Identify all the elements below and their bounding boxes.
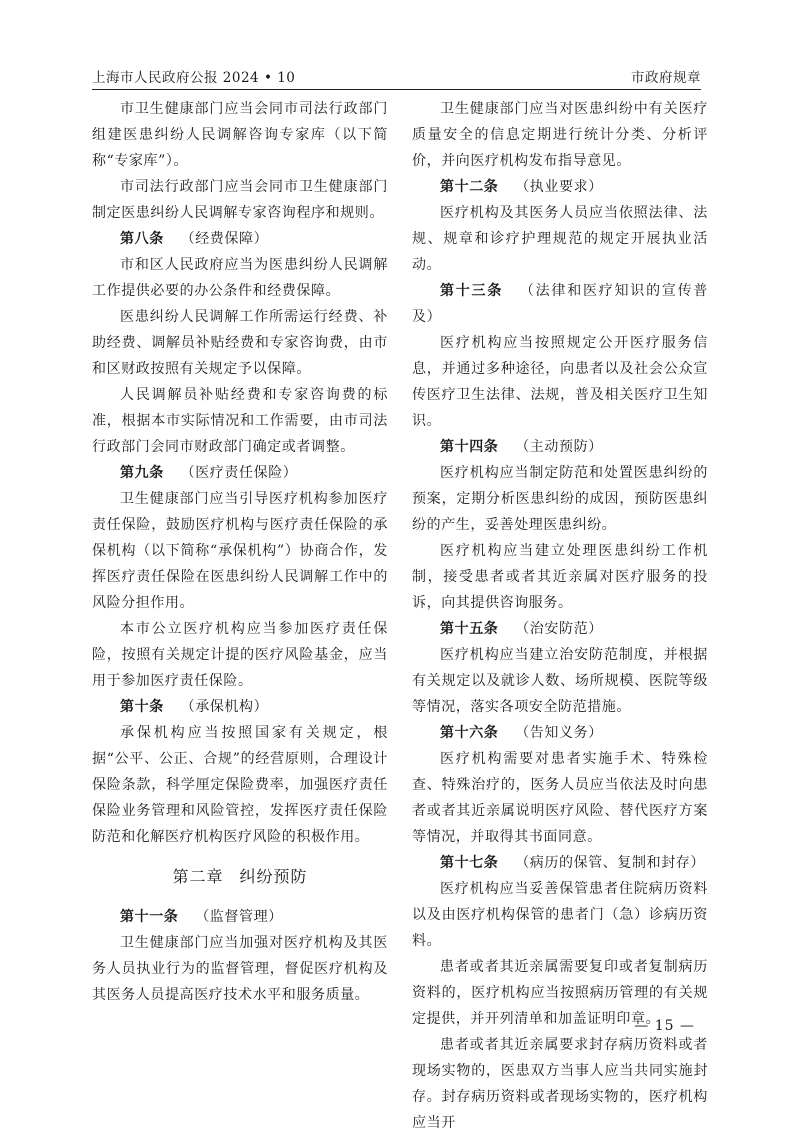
article-number: 第十四条 [440,439,499,455]
article-title: （执业要求） [515,179,603,195]
body-paragraph: 患者或者其近亲属需要复印或者复制病历资料的，医疗机构应当按照病历管理的有关规定提供，并开列清单和加盖证明印章。 [412,959,708,1027]
body-paragraph: 市司法行政部门应当会同市卫生健康部门制定医患纠纷人民调解专家咨询程序和规则。 [92,179,388,221]
article-heading [412,174,708,200]
article-number: 第十三条 [440,283,504,299]
article-heading [92,460,388,486]
article-heading [412,616,708,642]
article-number: 第十条 [120,699,164,715]
article-heading [412,434,708,460]
chapter-number: 第二章 [172,867,224,886]
publication-title: 上海市人民政府公报 2024 • 10 [92,70,296,86]
article-title: （承保机构） [180,699,269,715]
article-heading [92,694,388,720]
body-paragraph: 医疗机构应当建立治安防范制度，并根据有关规定以及就诊人数、场所规模、医院等级等情况，落实各项安全防范措施。 [412,647,708,715]
header-divider [92,89,701,90]
body-paragraph: 患者或者其近亲属要求封存病历资料或者现场实物的，医患双方当事人应当共同实施封存。封存病历资料或者现场实物的，医疗机构应当开 [412,1037,708,1131]
page-header [92,64,701,86]
article-title: （主动预防） [515,439,603,455]
article-heading [92,226,388,252]
article-heading [412,850,708,876]
article-heading [92,904,388,930]
article-number: 第九条 [120,465,164,481]
article-title: （法律和医疗知识的宣传普及） [412,283,708,325]
article-title: （告知义务） [515,725,603,741]
body-paragraph: 卫生健康部门应当对医患纠纷中有关医疗质量安全的信息定期进行统计分类、分析评价，并向医疗机构发布指导意见。 [412,101,708,169]
body-paragraph: 医疗机构应当制定防范和处置医患纠纷的预案，定期分析医患纠纷的成因，预防医患纠纷的产生，妥善处理医患纠纷。 [412,465,708,533]
body-paragraph: 医疗机构应当建立处理医患纠纷工作机制，接受患者或者其近亲属对医疗服务的投诉，向其提供咨询服务。 [412,543,708,611]
body-paragraph: 市和区人民政府应当为医患纠纷人民调解工作提供必要的办公条件和经费保障。 [92,257,388,299]
article-heading [412,720,708,746]
body-paragraph: 卫生健康部门应当引导医疗机构参加医疗责任保险，鼓励医疗机构与医疗责任保险的承保机构（以下简称“承保机构”）协商合作，发挥医疗责任保险在医患纠纷人民调解工作中的风险分担作用。 [92,491,388,611]
body-paragraph: 本市公立医疗机构应当参加医疗责任保险，按照有关规定计提的医疗风险基金，应当用于参加医疗责任保险。 [92,621,388,689]
page-number: — 15 — [634,1018,695,1034]
chapter-title: 纠纷预防 [239,867,308,886]
article-heading [412,278,708,330]
article-number: 第十二条 [440,179,499,195]
left-column [92,96,388,1008]
body-paragraph: 医疗机构应当妥善保管患者住院病历资料以及由医疗机构保管的患者门（急）诊病历资料。 [412,881,708,949]
right-column [412,96,708,1136]
body-paragraph: 医疗机构需要对患者实施手术、特殊检查、特殊治疗的，医务人员应当依法及时向患者或者其近亲属说明医疗风险、替代医疗方案等情况，并取得其书面同意。 [412,751,708,845]
article-title: （经费保障） [180,231,269,247]
body-paragraph: 市卫生健康部门应当会同市司法行政部门组建医患纠纷人民调解咨询专家库（以下简称“专家库”）。 [92,101,388,169]
article-number: 第十六条 [440,725,499,741]
body-paragraph: 医疗机构及其医务人员应当依照法律、法规、规章和诊疗护理规范的规定开展执业活动。 [412,205,708,273]
left-paragraphs [92,96,388,850]
body-paragraph: 医疗机构应当按照规定公开医疗服务信息，并通过多种途径，向患者以及社会公众宣传医疗卫生法律、法规，普及相关医疗卫生知识。 [412,335,708,429]
article-title: （医疗责任保险） [180,465,298,481]
article-number: 第八条 [120,231,164,247]
article-number: 第十五条 [440,621,499,637]
body-paragraph: 承保机构应当按照国家有关规定，根据“公平、公正、合规”的经营原则，合理设计保险条款，科学厘定保险费率，加强医疗责任保险业务管理和风险管控，发挥医疗责任保险防范和化解医疗机构医疗风险的积极作用。 [92,725,388,845]
article-number: 第十一条 [120,909,179,925]
body-paragraph: 人民调解员补贴经费和专家咨询费的标准，根据本市实际情况和工作需要，由市司法行政部门会同市财政部门确定或者调整。 [92,387,388,455]
article-number: 第十七条 [440,855,499,871]
left-paragraphs-after [92,904,388,1008]
section-title: 市政府规章 [631,70,701,86]
article-title: （病历的保管、复制和封存） [515,855,706,871]
chapter-heading [92,864,388,890]
article-title: （监督管理） [195,909,283,925]
body-paragraph: 卫生健康部门应当加强对医疗机构及其医务人员执业行为的监督管理，督促医疗机构及其医务人员提高医疗技术水平和服务质量。 [92,935,388,1003]
right-paragraphs [412,96,708,1136]
article-title: （治安防范） [515,621,603,637]
body-paragraph: 医患纠纷人民调解工作所需运行经费、补助经费、调解员补贴经费和专家咨询费，由市和区财政按照有关规定予以保障。 [92,309,388,377]
